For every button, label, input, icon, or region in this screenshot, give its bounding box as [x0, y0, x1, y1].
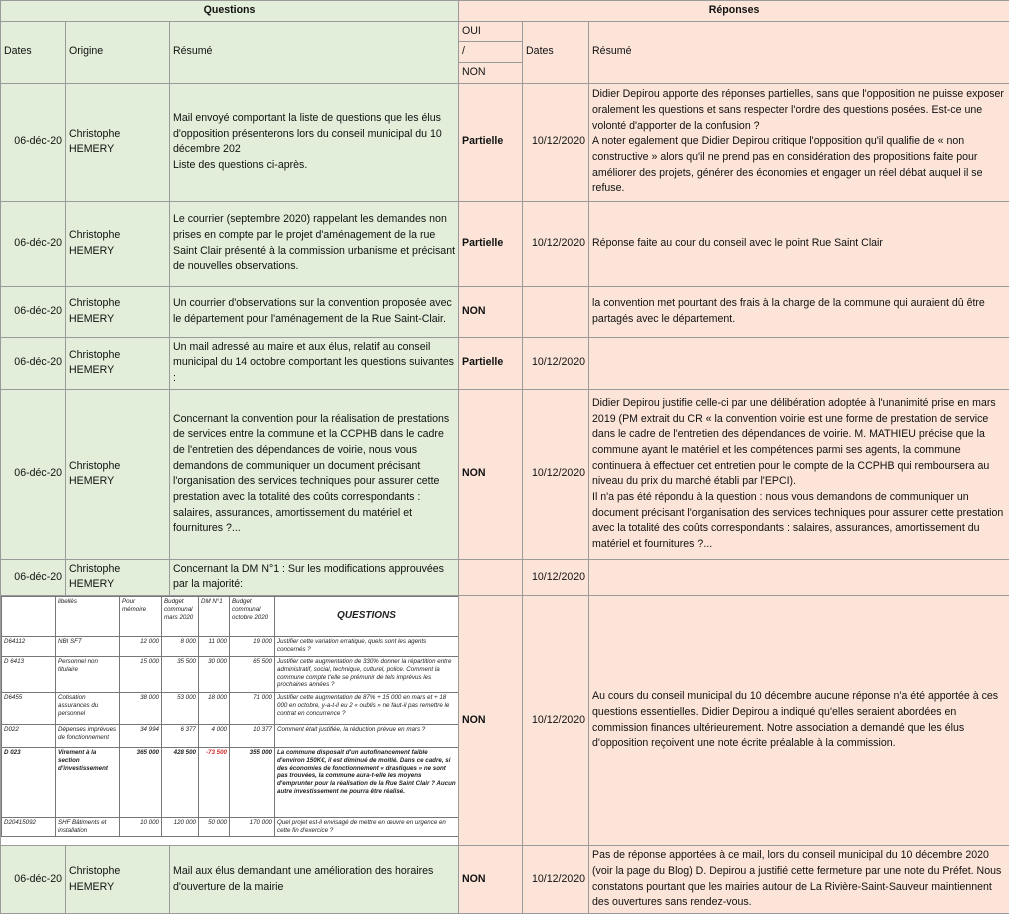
budget-question: Justifier cette variation erratique, quels sont les agents concernés ? — [275, 637, 459, 657]
text-line: Liste des questions ci-après. — [173, 158, 455, 174]
resume-cell — [170, 389, 459, 559]
budget-mars: 6 377 — [162, 725, 199, 748]
text-line: Un mail adressé au maire et aux élus, relatif au conseil municipal du 14 octobre comportant les questions suivantes : — [173, 340, 455, 387]
date-reponse-cell: 10/12/2020 — [523, 846, 589, 914]
budget-question: Comment était justifiée, la réduction prévue en mars ? — [275, 725, 459, 748]
budget-dm: 11 000 — [199, 637, 230, 657]
budget-row — [2, 725, 459, 748]
budget-code: D 6413 — [2, 657, 56, 693]
header-oui: OUI — [459, 21, 523, 42]
origine-cell: Christophe HEMERY — [66, 201, 170, 286]
date-reponse-cell: 10/12/2020 — [523, 337, 589, 389]
reponse-cell — [589, 201, 1009, 286]
origine-cell: Christophe HEMERY — [66, 846, 170, 914]
budget-octobre: 65 500 — [230, 657, 275, 693]
budget-dm: 50 000 — [199, 818, 230, 837]
budget-header: Budget communal mars 2020 — [162, 597, 199, 637]
statut-cell: NON — [459, 286, 523, 337]
origine-cell: Christophe HEMERY — [66, 83, 170, 201]
budget-header: QUESTIONS — [275, 597, 459, 637]
budget-mars: 120 000 — [162, 818, 199, 837]
date-cell: 06-déc-20 — [1, 83, 66, 201]
text-line: la convention met pourtant des frais à la charge de la commune qui auraient dû être partagés avec le département. — [592, 296, 1006, 327]
text-line: Réponse faite au cour du conseil avec le point Rue Saint Clair — [592, 236, 1006, 252]
budget-row — [2, 693, 459, 725]
statut-cell: Partielle — [459, 201, 523, 286]
text-line: Un courrier d'observations sur la convention proposée avec le département pour l'aménagement de la Rue Saint-Clair. — [173, 296, 455, 327]
budget-header: libellés — [56, 597, 120, 637]
budget-memo: 12 000 — [120, 637, 162, 657]
budget-header: Pour mémoire — [120, 597, 162, 637]
reponse-cell — [589, 337, 1009, 389]
budget-code: D022 — [2, 725, 56, 748]
resume-cell — [170, 337, 459, 389]
budget-libelle: Dépenses imprévues de fonctionnement — [56, 725, 120, 748]
reponse-cell — [589, 286, 1009, 337]
embedded-budget-table-cell — [1, 596, 459, 846]
header-reponses: Réponses — [459, 1, 1009, 22]
reponse-cell — [589, 846, 1009, 914]
budget-row — [2, 748, 459, 818]
header-dates: Dates — [1, 21, 66, 83]
origine-cell: Christophe HEMERY — [66, 337, 170, 389]
resume-cell — [170, 201, 459, 286]
budget-row — [2, 818, 459, 837]
budget-row — [2, 637, 459, 657]
header-resume: Résumé — [170, 21, 459, 83]
table-row — [1, 286, 1009, 337]
budget-header-row — [2, 597, 459, 637]
budget-code: D 023 — [2, 748, 56, 818]
text-line: Au cours du conseil municipal du 10 décembre aucune réponse n'a été apportée à ces questions essentielles. Didier Depirou a indiqué qu'elles seraient abordées en commission finances ultérieurement. Notre association a demandé que les élus d'opposition reçoivent une note écrite préalable à la commission. — [592, 689, 1006, 752]
budget-row — [2, 657, 459, 693]
statut-cell: Partielle — [459, 337, 523, 389]
budget-header: DM N°1 — [199, 597, 230, 637]
budget-octobre: 355 000 — [230, 748, 275, 818]
budget-memo: 15 000 — [120, 657, 162, 693]
header-questions: Questions — [1, 1, 459, 22]
table-row — [1, 337, 1009, 389]
reponse-cell — [589, 596, 1009, 846]
date-reponse-cell: 10/12/2020 — [523, 201, 589, 286]
date-reponse-cell: 10/12/2020 — [523, 559, 589, 595]
budget-dm: 4 000 — [199, 725, 230, 748]
budget-libelle: Virement à la section d'investissement — [56, 748, 120, 818]
header-resume-reponse: Résumé — [589, 21, 1009, 83]
text-line: Mail aux élus demandant une amélioration des horaires d'ouverture de la mairie — [173, 864, 455, 895]
resume-cell — [170, 83, 459, 201]
text-line: Concernant la convention pour la réalisation de prestations de services entre la commune et la CCPHB dans le cadre de l'entretien des dépendances de voirie, nous vous demandons de communiquer un document précisant l'organisation des services techniques pour assurer cette prestation avec la totalité des coûts correspondants : salaires, assurances, amortissement du matériel et fournitures ?... — [173, 412, 455, 537]
header-non: NON — [459, 63, 523, 84]
budget-octobre: 19 000 — [230, 637, 275, 657]
budget-mars: 35 500 — [162, 657, 199, 693]
budget-mars: 428 500 — [162, 748, 199, 818]
budget-header: Budget communal octobre 2020 — [230, 597, 275, 637]
text-line: Il n'a pas été répondu à la question : nous vous demandons de communiquer un document précisant l'organisation des services techniques pour assurer cette prestation avec la totalité des coûts correspondants : salaires, assurances, amortissement du matériel et fournitures ?... — [592, 490, 1006, 553]
date-reponse-cell — [523, 286, 589, 337]
reponse-cell — [589, 83, 1009, 201]
text-line: Didier Depirou apporte des réponses partielles, sans que l'opposition ne puisse exposer oralement les questions et sans respecter l'ordre des questions posées. Est-ce une volonté d'apporter de la confusion ? — [592, 87, 1006, 134]
budget-code: D20415092 — [2, 818, 56, 837]
date-cell: 06-déc-20 — [1, 846, 66, 914]
text-line: Didier Depirou justifie celle-ci par une délibération adoptée à l'unanimité prise en mars 2019 (PM extrait du CR « la convention voirie est une forme de prestation de service dans le cadre de l'entretien des dépendances de voirie. M. MATHIEU précise que la commune ayant le matériel et les compétences parmi ses agents, la commune continuera à effectuer cet entretien pour le compte de la CCPHB qui remboursera au niveau du prix du marché établi par l'EPCI). — [592, 396, 1006, 490]
date-cell: 06-déc-20 — [1, 389, 66, 559]
date-reponse-cell: 10/12/2020 — [523, 389, 589, 559]
statut-cell: NON — [459, 846, 523, 914]
budget-mars: 53 000 — [162, 693, 199, 725]
origine-cell: Christophe HEMERY — [66, 559, 170, 595]
resume-cell — [170, 559, 459, 595]
resume-cell — [170, 286, 459, 337]
resume-cell — [170, 846, 459, 914]
date-cell: 06-déc-20 — [1, 559, 66, 595]
budget-memo: 10 000 — [120, 818, 162, 837]
budget-libelle: Cotisation assurances du personnel — [56, 693, 120, 725]
statut-cell: Partielle — [459, 83, 523, 201]
date-cell: 06-déc-20 — [1, 337, 66, 389]
origine-cell: Christophe HEMERY — [66, 286, 170, 337]
date-cell: 06-déc-20 — [1, 201, 66, 286]
budget-question: La commune disposait d'un autofinancement faible d'environ 150K€, il est diminué de moitié. Dans ce cadre, si des économies de fonctionnement « drastiques » ne sont pas trouvées, la commune aura-t-elle les moyens d'emprunter pour la réalisation de la Rue Saint Clair ? Aucun autre investissement ne pourra être réalisé. — [275, 748, 459, 818]
table-row — [1, 846, 1009, 914]
budget-question: Justifier cette augmentation de 87% + 15 000 en mars et + 18 000 en octobre, y-a-t-il eu 2 « oublis » ne faut-il pas remettre le contrat en concurrence ? — [275, 693, 459, 725]
budget-memo: 38 000 — [120, 693, 162, 725]
budget-mars: 8 000 — [162, 637, 199, 657]
table-row — [1, 83, 1009, 201]
budget-libelle: SHF Bâtiments et installation — [56, 818, 120, 837]
budget-dm: 18 000 — [199, 693, 230, 725]
budget-table — [1, 596, 459, 837]
reponse-cell — [589, 389, 1009, 559]
budget-question: Justifier cette augmentation de 330% donner la répartition entre administratif, social, technique, culturel, police. Comment la commune compte t'elle se prémunir de tels imprévus les prochaines années ? — [275, 657, 459, 693]
budget-dm: 30 000 — [199, 657, 230, 693]
text-line: Pas de réponse apportées à ce mail, lors du conseil municipal du 10 décembre 2020 (voir la page du Blog) D. Depirou a justifié cette fermeture par une note du Préfet. Nous constatons pourtant que les mairies autour de La Rivière-Saint-Sauveur maintiennent des ouvertures sans rendez-vous. — [592, 848, 1006, 911]
origine-cell: Christophe HEMERY — [66, 389, 170, 559]
table-row — [1, 559, 1009, 595]
budget-memo: 365 000 — [120, 748, 162, 818]
header-origine: Origine — [66, 21, 170, 83]
date-cell: 06-déc-20 — [1, 286, 66, 337]
statut-cell: NON — [459, 596, 523, 846]
budget-memo: 34 994 — [120, 725, 162, 748]
header-dates-reponse: Dates — [523, 21, 589, 83]
text-line: Concernant la DM N°1 : Sur les modifications approuvées par la majorité: — [173, 562, 455, 593]
budget-libelle: Personnel non titulaire — [56, 657, 120, 693]
budget-dm: -73 500 — [199, 748, 230, 818]
reponse-cell — [589, 559, 1009, 595]
text-line: A noter egalement que Didier Depirou critique l'opposition qu'il qualifie de « non constructive » alors qu'il ne prend pas en considération des propositions faite pour améliorer des projets, générer des économies et engager un réel débat auquel il se refuse. — [592, 134, 1006, 197]
text-line: Mail envoyé comportant la liste de questions que les élus d'opposition présenterons lors du conseil municipal du 10 décembre 202 — [173, 111, 455, 158]
budget-question: Quel projet est-il envisagé de mettre en œuvre en urgence en cette fin d'exercice ? — [275, 818, 459, 837]
date-reponse-cell: 10/12/2020 — [523, 596, 589, 846]
table-row — [1, 201, 1009, 286]
statut-cell — [459, 559, 523, 595]
budget-libelle: NBI SFT — [56, 637, 120, 657]
budget-header-code — [2, 597, 56, 637]
budget-octobre: 170 000 — [230, 818, 275, 837]
header-slash: / — [459, 42, 523, 63]
budget-code: D64112 — [2, 637, 56, 657]
date-reponse-cell: 10/12/2020 — [523, 83, 589, 201]
table-row — [1, 596, 1009, 846]
table-row — [1, 389, 1009, 559]
budget-code: D6455 — [2, 693, 56, 725]
text-line: Le courrier (septembre 2020) rappelant les demandes non prises en compte par le projet d'aménagement de la rue Saint Clair présenté à la commission urbanisme et précisant de nouvelles observations. — [173, 212, 455, 275]
budget-octobre: 71 000 — [230, 693, 275, 725]
statut-cell: NON — [459, 389, 523, 559]
budget-octobre: 10 377 — [230, 725, 275, 748]
